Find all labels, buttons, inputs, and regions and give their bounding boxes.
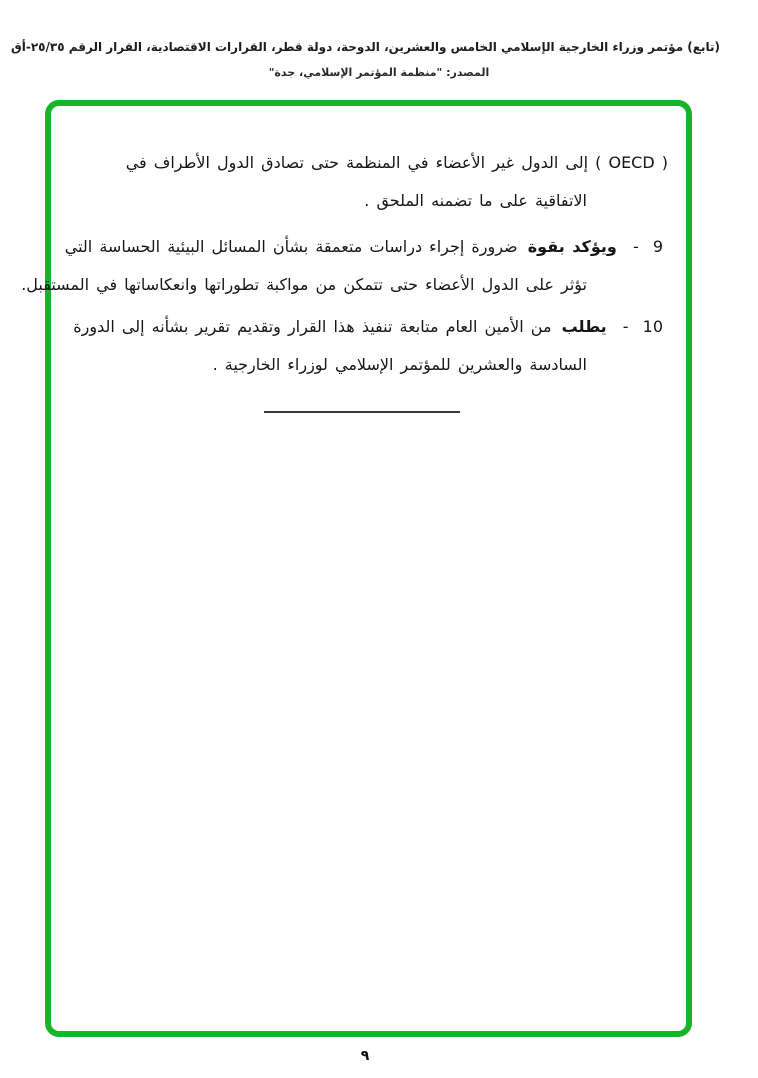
item-9-dash: - xyxy=(632,237,639,256)
continuation-paragraph-line1: ( OECD ) إلى الدول غير الأعضاء في المنظمة حتى تصادق الدول الأطراف في xyxy=(125,153,668,172)
item-10-number: 10 xyxy=(642,317,663,336)
item-9-text: ضرورة إجراء دراسات متعمقة بشأن المسائل البيئية الحساسة التي xyxy=(64,237,518,256)
document-source-line: المصدر: "منظمة المؤتمر الإسلامي، جدة" xyxy=(268,66,490,79)
document-header-citation: (تابع) مؤتمر وزراء الخارجية الإسلامي الخامس والعشرين، الدوحة، دولة قطر، القرارات الاقتصادية، القرار الرقم ٢٥/٣٥-أق xyxy=(11,40,720,54)
page-number: ٩ xyxy=(360,1048,370,1064)
item-9-number: 9 xyxy=(652,237,663,256)
resolution-item-9-line2: تؤثر على الدول الأعضاء حتى تتمكن من مواكبة تطوراتها وانعكاساتها في المستقبل. xyxy=(21,275,587,294)
item-9-bold-lead: ويؤكد بقوة xyxy=(527,237,617,256)
item-10-dash: - xyxy=(622,317,629,336)
section-divider-line xyxy=(264,411,460,413)
item-10-bold-lead: يطلب xyxy=(561,317,607,336)
resolution-item-9-line1 xyxy=(65,237,663,256)
continuation-paragraph-line2: الاتفاقية على ما تضمنه الملحق . xyxy=(364,191,587,210)
item-10-text: من الأمين العام متابعة تنفيذ هذا القرار وتقديم تقرير بشأنه إلى الدورة xyxy=(73,317,552,336)
resolution-item-10-line1 xyxy=(73,317,663,336)
resolution-item-10-line2: السادسة والعشرين للمؤتمر الإسلامي لوزراء الخارجية . xyxy=(212,355,587,374)
